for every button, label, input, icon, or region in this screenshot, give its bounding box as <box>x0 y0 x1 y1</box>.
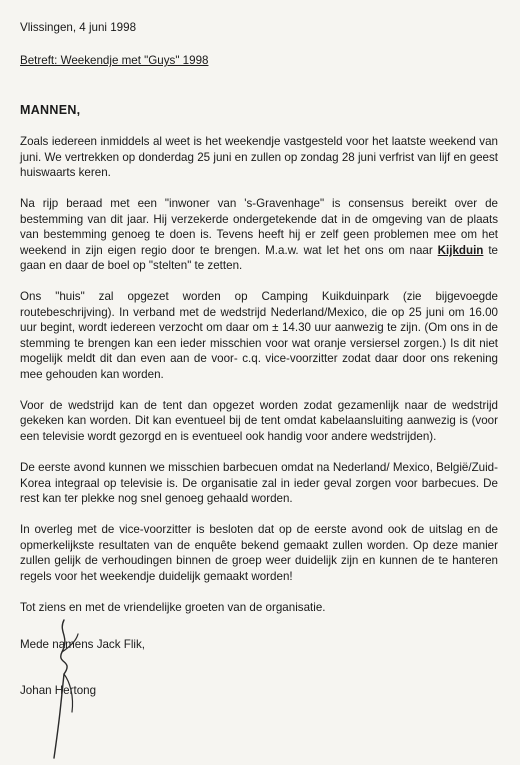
paragraph-camping: Ons "huis" zal opgezet worden op Camping Kuikduinpark (zie bijgevoegde routebeschrijving). In verband met de wedstrijd Nederland/Mexico, die op 25 juni om 16.00 uur begint, wordt iedereen verzocht om daar om ± 14.30 uur aanwezig te zijn. (Om ons in de stemming te brengen kan een ieder misschien voor wat oranje versiersel zorgen.) Is dit niet mogelijk meldt dit dan even aan de voor- c.q. vice-voorzitter zodat daar door ons rekening mee gehouden kan worden. <box>20 290 498 381</box>
destination-text-after: te gaan en daar de boel op "stelten" te zetten. <box>20 243 499 273</box>
paragraph-departure: Zoals iedereen inmiddels al weet is het weekendje vastgesteld voor het laatste weekend van juni. We vertrekken op donderdag 25 juni en zullen op zondag 28 juni verfrist van lijf en geest huiswaarts keren. <box>20 135 498 180</box>
signer-name: Johan Hertong <box>20 683 97 697</box>
letter-signoff: Mede namens Jack Flik, <box>20 638 146 652</box>
paragraph-match: Voor de wedstrijd kan de tent dan opgezet worden zodat gezamenlijk naar de wedstrijd gekeken kan worden. Dit kan eventueel bij de tent omdat kabelaansluiting aanwezig is (voor een televisie wordt gezorgd en is eventueel ook handig voor andere wedstrijden). <box>20 398 498 443</box>
destination-text-before: Na rijp beraad met een "inwoner van 's-Gravenhage" is consensus bereikt over de bestemming van dit jaar. Hij verzekerde ondergetekende dat in de omgeving van de plaats van bestemming genoeg te doen is. Tevens heeft hij er zelf geen problemen mee om het weekend in zijn eigen regio door te brengen. M.a.w. wat let het ons om naar <box>20 197 498 257</box>
paragraph-destination <box>20 196 498 273</box>
letter-date: Vlissingen, 4 juni 1998 <box>20 21 137 34</box>
letter-closing: Tot ziens en met de vriendelijke groeten van de organisatie. <box>20 600 326 614</box>
letter-salutation: MANNEN, <box>20 102 81 117</box>
letter-subject: Betreft: Weekendje met "Guys" 1998 <box>20 54 209 68</box>
paragraph-survey: In overleg met de vice-voorzitter is besloten dat op de eerste avond ook de uitslag en de opmerkelijkste resultaten van de enquête bekend gemaakt zullen worden. Op deze manier zullen gelijk de verhoudingen binnen de groep weer duidelijk zijn en kunnen de te hanteren regels voor het weekendje duidelijk gemaakt worden! <box>20 523 498 583</box>
destination-place: Kijkduin <box>437 243 484 257</box>
paragraph-barbecue: De eerste avond kunnen we misschien barbecuen omdat na Nederland/ Mexico, België/Zuid-Korea integraal op televisie is. De organisatie zal in ieder geval zorgen voor barbecues. De rest kan ter plekke nog snel genoeg gehaald worden. <box>20 461 498 505</box>
